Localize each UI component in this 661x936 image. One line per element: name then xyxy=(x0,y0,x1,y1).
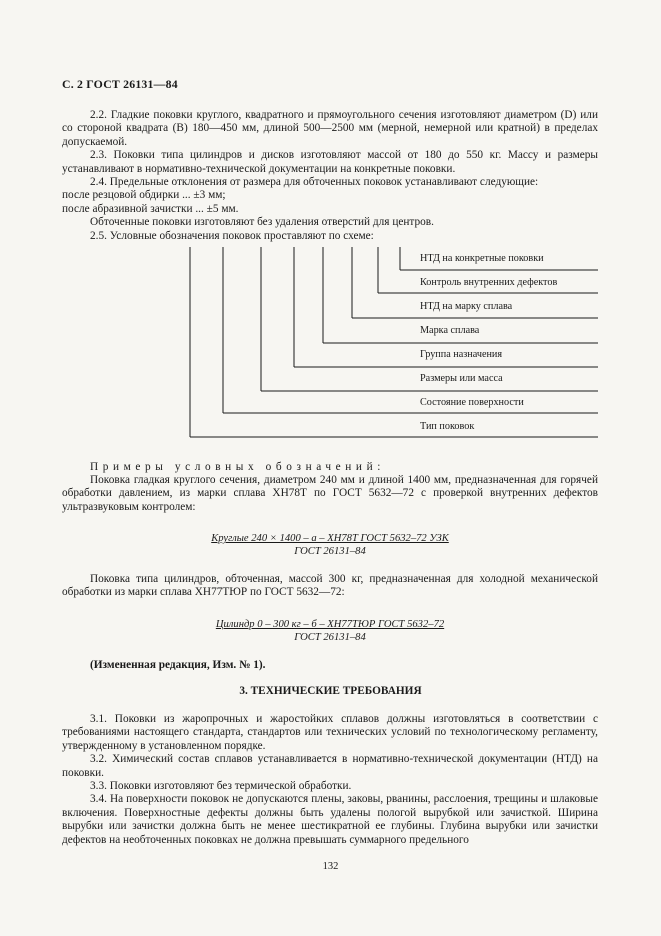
paragraph-2-4: 2.4. Предельные отклонения от размера для обточенных поковок устанавливают следующие: xyxy=(90,176,539,189)
scheme-label-internal-defects: Контроль внутренних дефектов xyxy=(420,277,558,288)
paragraph-2-2: 2.2. Гладкие поковки круглого, квадратного и прямоугольного сечения изготовляют диаметром (D) или со стороной квадрата (B) 180—450 мм, длиной 500—2500 мм (мерной, немерной или кратной) в пределах допускаемой. xyxy=(62,109,598,148)
section-3-text xyxy=(62,713,598,847)
example-2-denominator: ГОСТ 26131–84 xyxy=(294,632,366,643)
example-2-text: Поковка типа цилиндров, обточенная, массой 300 кг, предназначенная для холодной механической обработки из марки сплава ХН77ТЮР по ГОСТ 5632—72: xyxy=(62,573,598,599)
example-1-denominator: ГОСТ 26131–84 xyxy=(294,546,366,557)
paragraph-3-1: 3.1. Поковки из жаропрочных и жаростойких сплавов должны изготовляться в соответствии с требованиями настоящего стандарта, стандартов или технических условий по технологическому регламенту, утвержденному в установленном порядке. xyxy=(62,713,598,752)
paragraph-2-4-item-b: после абразивной зачистки ... ±5 мм. xyxy=(62,202,239,215)
page-header: С. 2 ГОСТ 26131—84 xyxy=(62,77,178,91)
example-1-description xyxy=(62,474,598,514)
scheme-label-surface-state: Состояние поверхности xyxy=(420,397,524,408)
scheme-label-forging-type: Тип поковок xyxy=(420,421,475,432)
paragraph-3-4: 3.4. На поверхности поковок не допускаются плены, заковы, рванины, расслоения, трещины и шлаковые включения. Поверхностные дефекты должны быть удалены пологой вырубкой или зачисткой. Ширина вырубки или зачистки должна быть не менее шестикратной ее глубины. Глубина вырубки или зачистки дефектов на необточенных поковках не должна превышать суммарного предельного xyxy=(62,793,598,846)
example-1-designation xyxy=(130,532,530,558)
example-2-description xyxy=(62,573,598,600)
examples-heading: Примеры условных обозначений: xyxy=(90,461,385,473)
example-1-text: Поковка гладкая круглого сечения, диаметром 240 мм и длиной 1400 мм, предназначенная для горячей обработки давлением, из марки сплава ХН78Т по ГОСТ 5632—72 с проверкой внутренних дефектов ультразвуковым контролем: xyxy=(62,474,598,513)
scheme-label-size-or-mass: Размеры или масса xyxy=(420,373,503,384)
scheme-label-ntd-alloy: НТД на марку сплава xyxy=(420,301,513,312)
scheme-label-ntd-product: НТД на конкретные поковки xyxy=(420,253,544,264)
paragraph-2-5: 2.5. Условные обозначения поковок проставляют по схеме: xyxy=(90,229,374,242)
paragraph-2-4-item-a: после резцовой обдирки ... ±3 мм; xyxy=(62,189,226,202)
paragraph-2-3: 2.3. Поковки типа цилиндров и дисков изготовляют массой от 180 до 550 кг. Массу и размеры устанавливают в нормативно-технической документации на конкретные поковки. xyxy=(62,149,598,175)
section-3-title: 3. ТЕХНИЧЕСКИЕ ТРЕБОВАНИЯ xyxy=(239,685,422,697)
scheme-label-purpose-group: Группа назначения xyxy=(420,349,503,360)
example-2-designation xyxy=(130,618,530,644)
paragraph-3-3: 3.3. Поковки изготовляют без термической обработки. xyxy=(90,780,352,793)
scheme-label-alloy-grade: Марка сплава xyxy=(420,325,480,336)
page-number: 132 xyxy=(322,861,339,872)
example-1-numerator: Круглые 240 × 1400 – а – ХН78Т ГОСТ 5632–72 УЗК xyxy=(211,533,449,544)
amendment-note: (Измененная редакция, Изм. № 1). xyxy=(90,659,266,671)
example-2-numerator: Цилиндр 0 – 300 кг – б – ХН77ТЮР ГОСТ 5632–72 xyxy=(215,619,445,630)
paragraph-2-4-note: Обточенные поковки изготовляют без удаления отверстий для центров. xyxy=(90,216,434,229)
paragraph-3-2: 3.2. Химический состав сплавов устанавливается в нормативно-технической документации (НТД) на поковки. xyxy=(62,753,598,779)
